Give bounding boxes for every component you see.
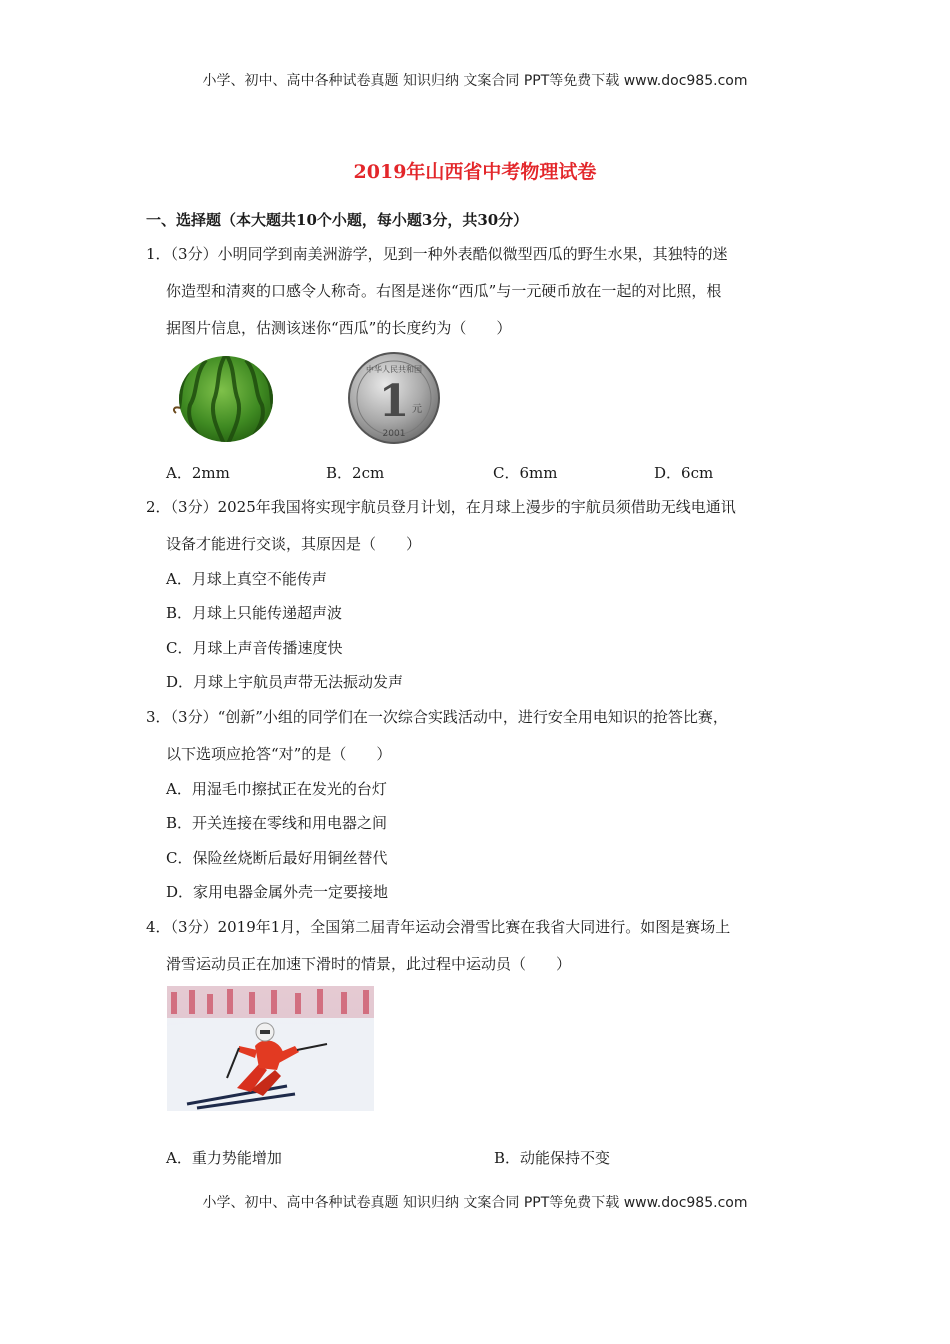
page-title: 2019年山西省中考物理试卷 [353, 161, 597, 183]
question-3-option-a: A．用湿毛巾擦拭正在发光的台灯 [166, 780, 387, 798]
question-2-option-d: D．月球上宇航员声带无法振动发声 [166, 673, 404, 691]
question-2-option-c: C．月球上声音传播速度快 [166, 639, 343, 657]
question-4-option-a: A．重力势能增加 [166, 1149, 282, 1167]
question-2-option-b: B．月球上只能传递超声波 [166, 604, 343, 622]
question-2-line-2: 设备才能进行交谈，其原因是（ ） [166, 535, 422, 553]
question-2-line-1: 2．（3分）2025年我国将实现宇航员登月计划，在月球上漫步的宇航员须借助无线电通讯 [146, 498, 736, 516]
skier-image [167, 986, 374, 1111]
section-heading: 一、选择题（本大题共10个小题，每小题3分，共30分） [146, 211, 529, 229]
question-4-line-1: 4．（3分）2019年1月，全国第二届青年运动会滑雪比赛在我省大同进行。如图是赛场上 [146, 918, 731, 936]
question-3-line-1: 3．（3分）“创新”小组的同学们在一次综合实践活动中，进行安全用电知识的抢答比赛， [146, 708, 728, 726]
question-3-option-c: C．保险丝烧断后最好用铜丝替代 [166, 849, 388, 867]
coin-rim-text: 中华人民共和国 [366, 365, 422, 374]
coin-year: 2001 [382, 429, 406, 439]
question-1-line-1: 1．（3分）小明同学到南美洲游学，见到一种外表酷似微型西瓜的野生水果，其独特的迷 [146, 245, 728, 263]
question-1-line-2: 你造型和清爽的口感令人称奇。右图是迷你“西瓜”与一元硬币放在一起的对比照，根 [166, 282, 722, 300]
question-3-line-2: 以下选项应抢答“对”的是（ ） [166, 745, 392, 763]
question-3-option-b: B．开关连接在零线和用电器之间 [166, 814, 388, 832]
coin-unit: 元 [412, 404, 422, 415]
question-1-line-3: 据图片信息，估测该迷你“西瓜”的长度约为（ ） [166, 319, 512, 337]
question-1-option-c: C．6mm [493, 464, 558, 482]
question-1-option-b: B．2cm [326, 464, 385, 482]
question-1-option-d: D．6cm [654, 464, 714, 482]
question-3-option-d: D．家用电器金属外壳一定要接地 [166, 883, 389, 901]
question-4-line-2: 滑雪运动员正在加速下滑时的情景，此过程中运动员（ ） [166, 955, 572, 973]
page-footer: 小学、初中、高中各种试卷真题 知识归纳 文案合同 PPT等免费下载 www.doc985.com [202, 1195, 748, 1211]
page-header: 小学、初中、高中各种试卷真题 知识归纳 文案合同 PPT等免费下载 www.doc985.com [202, 73, 748, 89]
question-4-option-b: B．动能保持不变 [494, 1149, 611, 1167]
coin-image [342, 350, 447, 445]
question-1-option-a: A．2mm [166, 464, 230, 482]
question-2-option-a: A．月球上真空不能传声 [166, 570, 327, 588]
coin-numeral: 1 [378, 376, 410, 427]
watermelon-image [166, 350, 276, 445]
